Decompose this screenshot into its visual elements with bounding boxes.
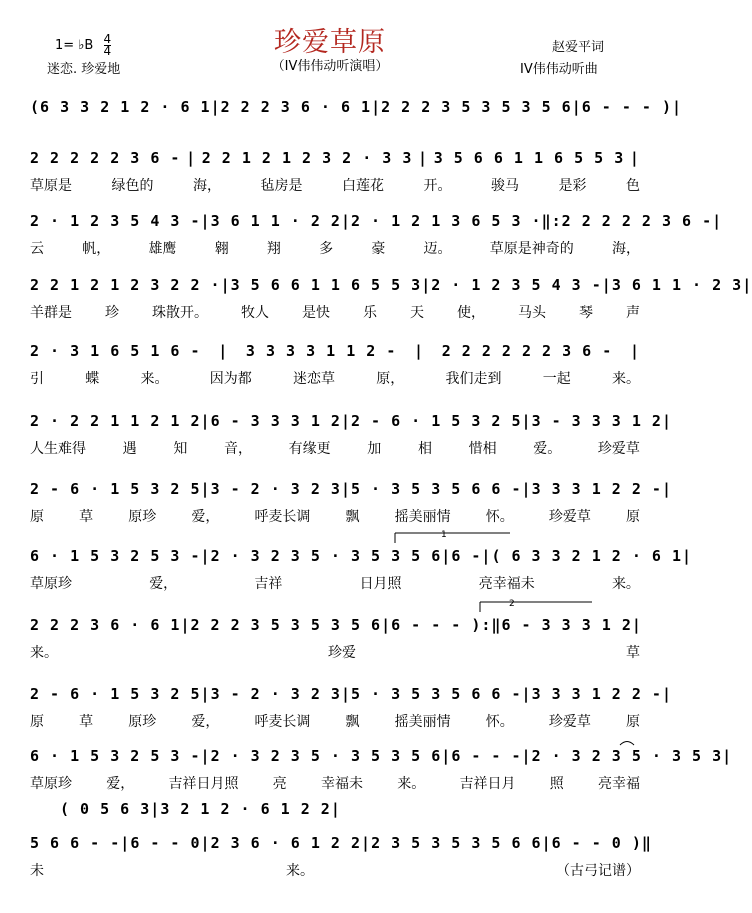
note-group: 2 · 1 2 3 5 4 3 - <box>431 276 602 294</box>
barline: | <box>150 800 161 818</box>
note-group: 2 2 2 3 6 · 6 1 <box>30 616 181 634</box>
lyric-syllable: 原 <box>30 509 44 525</box>
note-group: 2 - 6 · 1 5 3 2 5 <box>30 480 201 498</box>
lyric-row <box>30 573 640 593</box>
lyric-syllable: 亮 <box>272 776 287 792</box>
lyric-syllable: 摇美丽情 <box>394 509 451 525</box>
notation-row <box>30 96 683 118</box>
lyric-syllable: 来。 <box>140 371 169 387</box>
barline: ‖ <box>641 834 652 852</box>
lyric-syllable: 色 <box>626 178 640 194</box>
note-group: 6 - - 0 <box>130 834 201 852</box>
note-group: 3 - 2 · 3 2 3 <box>210 480 341 498</box>
barline: | <box>340 685 351 703</box>
song-title: 珍爱草原 <box>274 27 386 58</box>
song-subtitle: （IV伟伟动听演唱） <box>271 59 389 74</box>
notation-row <box>30 614 640 636</box>
lyric-syllable: 惜相 <box>468 441 497 457</box>
note-group: 3 3 3 1 2 2 - <box>531 685 662 703</box>
note-group: 2 - 6 · 1 5 3 2 5 <box>30 685 201 703</box>
notation-row <box>30 745 733 767</box>
barline: | <box>571 98 582 116</box>
lyric-syllable: 来。 <box>612 371 640 387</box>
notation-row <box>30 832 652 854</box>
note-group: 2 · 1 2 3 5 4 3 - <box>30 212 201 230</box>
lyric-syllable: 草 <box>626 645 640 661</box>
lyric-syllable: 珠散开。 <box>152 305 208 321</box>
lyric-syllable: 云 <box>30 241 44 257</box>
note-group: 2 · 1 2 1 3 6 5 3 · <box>351 212 542 230</box>
lyric-syllable: 草 <box>79 714 94 730</box>
note-group: 2 2 2 2 2 3 6 - <box>30 149 181 167</box>
note-group: 2 3 5 3 5 3 5 6 6 <box>371 834 542 852</box>
lyric-syllable: 雄鹰 <box>148 241 177 257</box>
lyric-syllable: 吉祥日月照 <box>168 776 239 792</box>
barline: | <box>218 342 229 360</box>
lyric-syllable: 原珍 <box>128 509 157 525</box>
note-group: 2 · 3 2 3 5 · 3 5 3 5 6 <box>210 547 442 565</box>
lyric-syllable: 绿色的 <box>111 178 154 194</box>
lyric-syllable: 草 <box>79 509 94 525</box>
lyric-syllable: 吉祥 <box>254 576 283 592</box>
barline: | <box>200 212 211 230</box>
lyric-syllable: 豪 <box>371 241 386 257</box>
barline: | <box>629 149 640 167</box>
lyric-syllable: 白莲花 <box>342 178 384 194</box>
lyric-syllable: 摇美丽情 <box>394 714 451 730</box>
lyric-syllable: 吉祥日月 <box>459 776 516 792</box>
lyric-syllable: 声 <box>626 305 640 321</box>
note-group: 3 - 2 · 3 2 3 <box>210 685 341 703</box>
lyric-syllable: 呼麦长调 <box>254 714 311 730</box>
lyric-syllable: 迷恋草 <box>293 371 335 387</box>
barline: | <box>340 480 351 498</box>
lyric-syllable: 日月照 <box>359 576 402 592</box>
lyric-syllable: 加 <box>367 441 382 457</box>
lyric-syllable: 未 <box>30 863 44 879</box>
barline: | <box>441 747 452 765</box>
lyricist: 赵爱平词 <box>552 40 605 55</box>
lyric-syllable: 幸福未 <box>321 776 363 792</box>
note-group: 5 6 6 - - <box>30 834 121 852</box>
note-group: 2 · 3 1 6 5 1 6 - <box>30 342 201 360</box>
barline: | <box>210 98 221 116</box>
barline: ‖: <box>541 212 562 230</box>
barline: | <box>601 276 612 294</box>
barline: | <box>186 149 197 167</box>
note-group: 3 5 6 6 1 1 6 5 5 3 <box>230 276 422 294</box>
lyric-syllable: 天 <box>410 305 424 321</box>
lyric-syllable: 音， <box>223 441 252 457</box>
lyric-row <box>30 711 640 731</box>
notation-row <box>30 274 752 296</box>
barline: | <box>629 342 640 360</box>
barline: | <box>521 480 532 498</box>
lyric-syllable: 来。 <box>30 645 58 661</box>
lyric-syllable: 一起 <box>542 371 571 387</box>
lyric-syllable: 使， <box>457 305 485 321</box>
barline: | <box>712 212 723 230</box>
barline: | <box>200 547 211 565</box>
lyric-syllable: 琴 <box>579 305 593 321</box>
note-group: 6 · 1 5 3 2 5 3 - <box>30 547 201 565</box>
lyric-syllable: 海， <box>611 241 640 257</box>
barline: | <box>418 149 429 167</box>
barline: | <box>521 412 532 430</box>
lyric-row <box>30 368 640 388</box>
lyric-syllable: 飘 <box>345 714 360 730</box>
lyric-row <box>30 642 640 662</box>
lyric-syllable: 珍爱草 <box>597 441 640 457</box>
note-group: ( 6 3 3 2 1 2 · 6 1 <box>491 547 683 565</box>
barline: | <box>441 547 452 565</box>
lyric-syllable: 迈。 <box>423 241 452 257</box>
note-group: 2 2 1 2 1 2 3 2 2 · <box>30 276 221 294</box>
note-group: 3 6 1 1 · 2 2 <box>210 212 341 230</box>
lyric-syllable: 原珍 <box>128 714 157 730</box>
barline: | <box>661 412 672 430</box>
notation-row <box>30 683 672 705</box>
note-group: 6 3 3 2 1 2 · 6 1 <box>40 98 211 116</box>
note-group: 5 · 3 5 3 5 6 6 - <box>351 480 522 498</box>
lyric-row <box>30 860 640 880</box>
lyric-syllable: 马头 <box>518 305 546 321</box>
note-group: 2 3 6 · 6 1 2 2 <box>210 834 362 852</box>
note-group: 6 - - - <box>451 747 522 765</box>
note-group: 2 2 1 2 1 2 3 2 · 3 3 <box>201 149 413 167</box>
note-group: 6 - - - ) <box>581 98 672 116</box>
lyric-syllable: 草原珍 <box>30 576 72 592</box>
note-group: 2 2 2 2 2 2 3 6 - <box>441 342 613 360</box>
note-group: 2 2 2 3 6 · 6 1 <box>220 98 372 116</box>
note-group: 6 - 3 3 3 1 2 <box>210 412 341 430</box>
note-group: 3 - 3 3 3 1 2 <box>531 412 662 430</box>
lyric-syllable: 原， <box>376 371 405 387</box>
notation-row <box>30 478 672 500</box>
barline: | <box>340 412 351 430</box>
barline: | <box>200 834 211 852</box>
barline: | <box>340 212 351 230</box>
note-group: 2 2 2 3 5 3 5 3 5 6 <box>190 616 382 634</box>
lyric-syllable: 毡房是 <box>260 178 303 194</box>
lyric-row <box>30 302 640 322</box>
note-group: 2 · 3 2 3 5 · 3 5 3 5 6 <box>210 747 442 765</box>
lyric-syllable: 人生难得 <box>30 441 86 457</box>
lyric-syllable: 乐 <box>363 305 377 321</box>
lyric-syllable: 有缘更 <box>288 441 331 457</box>
note-group: 3 3 3 1 2 2 - <box>531 480 662 498</box>
barline: | <box>421 276 432 294</box>
barline: | <box>120 834 131 852</box>
barline: | <box>200 747 211 765</box>
lyric-syllable: 亮幸福 <box>598 776 640 792</box>
barline: | <box>381 616 392 634</box>
time-denominator: 4 <box>103 44 112 58</box>
barline: | <box>541 834 552 852</box>
barline: | <box>722 747 733 765</box>
note-group: 2 - 6 · 1 5 3 2 5 <box>351 412 522 430</box>
note-group: 3 3 3 3 1 1 2 - <box>245 342 397 360</box>
lyric-syllable: 开。 <box>423 178 452 194</box>
lyric-syllable: 呼麦长调 <box>254 509 311 525</box>
barline: | <box>200 480 211 498</box>
lyric-syllable: 蝶 <box>85 371 100 387</box>
notation-row <box>30 545 693 567</box>
lyric-syllable: 知 <box>173 441 188 457</box>
lyric-row <box>30 438 640 458</box>
volta-1-label: 1 <box>441 530 447 540</box>
barline: | <box>661 480 672 498</box>
note-group: ( <box>30 98 41 116</box>
barline: | <box>220 276 231 294</box>
barline: | <box>371 98 382 116</box>
time-numerator: 4 <box>103 32 112 46</box>
lyric-syllable: 原 <box>30 714 44 730</box>
note-group: 2 · 2 2 1 1 2 1 2 <box>30 412 201 430</box>
barline: | <box>414 342 425 360</box>
lyric-syllable: 多 <box>319 241 334 257</box>
note-group: 2 · 3 2 3 5 · 3 5 3 <box>531 747 723 765</box>
lyric-syllable: 骏马 <box>491 178 519 194</box>
key-label: 1= ♭B <box>55 38 94 53</box>
note-group: 6 - - 0 ) <box>551 834 642 852</box>
lyric-syllable: 草原是神奇的 <box>489 241 574 257</box>
barline: | <box>631 616 642 634</box>
note-group: 6 - <box>451 547 482 565</box>
note-group: 6 - - - ) <box>391 616 482 634</box>
lyric-syllable: 怀。 <box>485 714 514 730</box>
lyric-syllable: 亮幸福未 <box>478 576 535 592</box>
lyric-syllable: 牧人 <box>241 305 269 321</box>
lyric-syllable: 珍爱草 <box>548 714 591 730</box>
volta-2-label: 2 <box>509 599 515 609</box>
barline: | <box>661 685 672 703</box>
lyric-row <box>30 238 640 258</box>
lyric-syllable: 爱。 <box>533 441 562 457</box>
note-group: 3 2 1 2 · 6 1 2 2 <box>160 800 331 818</box>
barline: | <box>330 800 341 818</box>
lyric-syllable: 翔 <box>266 241 281 257</box>
note-group: 2 2 2 3 5 3 5 3 5 6 <box>381 98 572 116</box>
lyric-syllable: 原 <box>625 509 640 525</box>
lyric-syllable: 遇 <box>122 441 137 457</box>
notation-row <box>30 410 672 432</box>
barline: | <box>742 276 752 294</box>
lyric-syllable: 羊群是 <box>30 305 72 321</box>
note-group: 3 6 1 1 · 2 3 <box>611 276 743 294</box>
lyric-syllable: 爱， <box>191 509 220 525</box>
lyric-syllable: 是快 <box>302 305 330 321</box>
note-group: 3 5 6 6 1 1 6 5 5 3 <box>433 149 625 167</box>
lyric-syllable: 草原是 <box>30 178 72 194</box>
lyric-syllable: 翱 <box>214 241 229 257</box>
barline: :‖ <box>481 616 502 634</box>
lyric-syllable: 是彩 <box>558 178 587 194</box>
note-group: 5 · 3 5 3 5 6 6 - <box>351 685 522 703</box>
lyric-syllable: 因为都 <box>209 371 252 387</box>
lyric-syllable: 相 <box>417 441 432 457</box>
lyric-syllable: 原 <box>625 714 640 730</box>
notation-row <box>30 147 640 169</box>
lyric-syllable: 海， <box>193 178 221 194</box>
composer: IV伟伟动听曲 <box>520 62 598 77</box>
notation-row <box>30 210 723 232</box>
barline: | <box>481 547 492 565</box>
lyric-syllable: 来。 <box>286 863 314 879</box>
lyric-syllable: 我们走到 <box>445 371 502 387</box>
note-group: 6 - 3 3 3 1 2 <box>501 616 632 634</box>
barline: | <box>361 834 372 852</box>
lyric-syllable: 帆， <box>82 241 111 257</box>
lyric-syllable: 爱， <box>191 714 220 730</box>
lyric-syllable: 珍爱 <box>328 645 356 661</box>
lyric-syllable: （古弓记谱） <box>556 863 640 879</box>
lyric-syllable: 照 <box>549 776 564 792</box>
lyric-syllable: 爱， <box>149 576 178 592</box>
lyric-syllable: 珍爱草 <box>548 509 591 525</box>
notation-row <box>60 798 341 820</box>
note-group: 2 2 2 2 2 3 6 - <box>561 212 713 230</box>
lyric-syllable: 珍 <box>105 305 119 321</box>
lyric-syllable: 来。 <box>397 776 426 792</box>
lyric-syllable: 爱， <box>106 776 135 792</box>
barline: | <box>200 685 211 703</box>
style-note: 迷恋. 珍爱地 <box>47 62 121 77</box>
notation-row <box>30 340 640 362</box>
lyric-syllable: 飘 <box>345 509 360 525</box>
barline: | <box>521 747 532 765</box>
lyric-syllable: 草原珍 <box>30 776 72 792</box>
lyric-syllable: 引 <box>30 371 44 387</box>
barline: | <box>200 412 211 430</box>
lyric-syllable: 怀。 <box>485 509 514 525</box>
lyric-row <box>30 506 640 526</box>
lyric-syllable: 来。 <box>611 576 640 592</box>
note-group: 6 · 1 5 3 2 5 3 - <box>30 747 201 765</box>
barline: | <box>682 547 693 565</box>
barline: | <box>672 98 683 116</box>
note-group: ( 0 5 6 3 <box>60 800 151 818</box>
barline: | <box>180 616 191 634</box>
barline: | <box>521 685 532 703</box>
lyric-row <box>30 175 640 195</box>
lyric-row <box>30 773 640 793</box>
